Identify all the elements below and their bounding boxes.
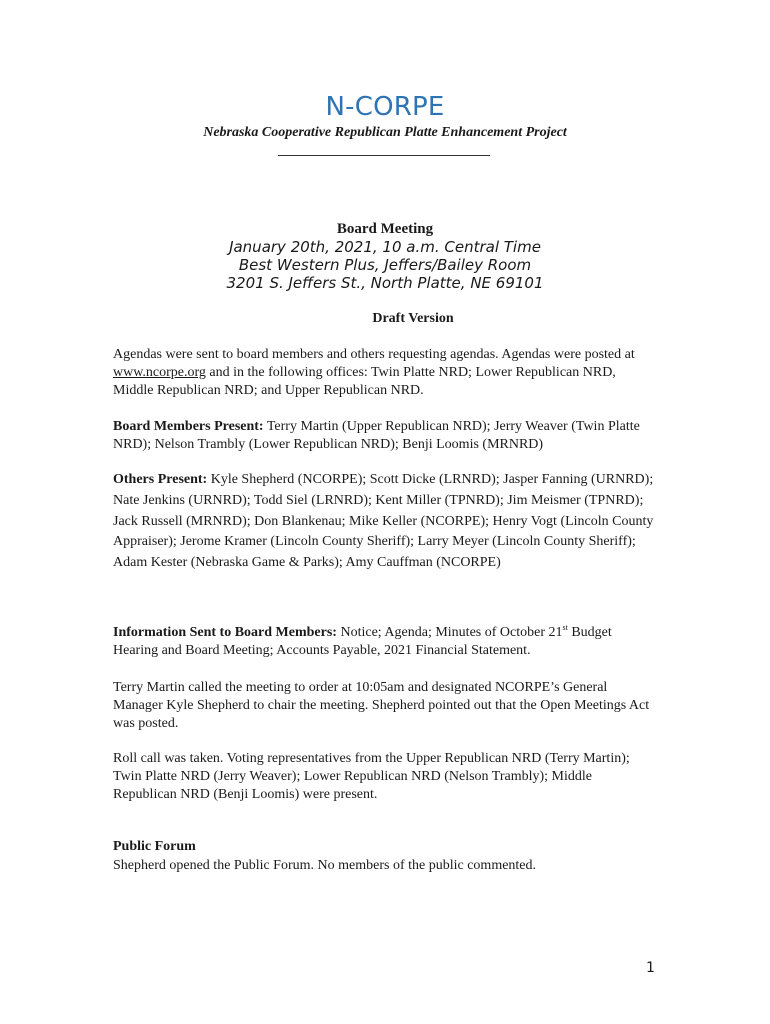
meeting-date: January 20th, 2021, 10 a.m. Central Time	[229, 238, 541, 256]
information-sent-paragraph	[113, 624, 658, 660]
information-text-after: Budget Hearing and Board Meeting; Accounts Payable, 2021 Financial Statement.	[113, 625, 612, 658]
roll-call-paragraph: Roll call was taken. Voting representatives from the Upper Republican NRD (Terry Martin); Twin Platte NRD (Jerry Weaver); Lower Republican NRD (Nelson Trambly); Middle Republican NRD (Benji Loomis) were present.	[113, 751, 630, 802]
information-sent-label: Information Sent to Board Members:	[113, 625, 337, 640]
board-members-text: Terry Martin (Upper Republican NRD); Jerry Weaver (Twin Platte NRD); Nelson Trambly (Lower Republican NRD); Benji Loomis (MRNRD)	[113, 419, 640, 452]
public-forum-paragraph: Shepherd opened the Public Forum. No members of the public commented.	[113, 858, 537, 873]
agenda-text-before: Agendas were sent to board members and others requesting agendas. Agendas were posted at	[113, 347, 635, 362]
public-forum-heading: Public Forum	[113, 839, 196, 854]
board-members-paragraph	[113, 418, 658, 454]
others-present-text: Kyle Shepherd (NCORPE); Scott Dicke (LRNRD); Jasper Fanning (URNRD); Nate Jenkins (URNRD); Todd Siel (LRNRD); Kent Miller (TPNRD); Jim Meismer (TPNRD); Jack Russell (MRNRD); Don Blankenau; Mike Keller (NCORPE); Henry Vogt (Lincoln County Appraiser); Jerome Kramer (Lincoln County Sheriff); Larry Meyer (Lincoln County Sheriff); Adam Kester (Nebraska Game & Parks); Amy Cauffman (NCORPE)	[113, 472, 654, 571]
page-number: 1	[646, 960, 655, 976]
org-title: N-CORPE	[325, 92, 445, 122]
information-text-before: Notice; Agenda; Minutes of October 21	[336, 625, 563, 640]
title-underline	[278, 155, 490, 156]
org-subtitle: Nebraska Cooperative Republican Platte Enhancement Project	[203, 125, 567, 140]
meeting-title: Board Meeting	[336, 221, 434, 237]
others-present-label: Others Present:	[113, 472, 208, 487]
meeting-place: Best Western Plus, Jeffers/Bailey Room	[238, 256, 532, 274]
agenda-text-after: and in the following offices: Twin Platte NRD; Lower Republican NRD, Middle Republican NRD; and Upper Republican NRD.	[113, 365, 616, 398]
draft-label: Draft Version	[372, 311, 454, 326]
ordinal-superscript: st	[562, 623, 568, 632]
website-link[interactable]: www.ncorpe.org	[113, 365, 206, 380]
call-to-order-paragraph: Terry Martin called the meeting to order at 10:05am and designated NCORPE’s General Manager Kyle Shepherd to chair the meeting. Shepherd pointed out that the Open Meetings Act was posted.	[113, 680, 650, 731]
agenda-paragraph	[113, 346, 658, 400]
others-present-paragraph	[113, 470, 658, 574]
meeting-address: 3201 S. Jeffers St., North Platte, NE 69101	[226, 274, 544, 292]
board-members-label: Board Members Present:	[113, 419, 264, 434]
